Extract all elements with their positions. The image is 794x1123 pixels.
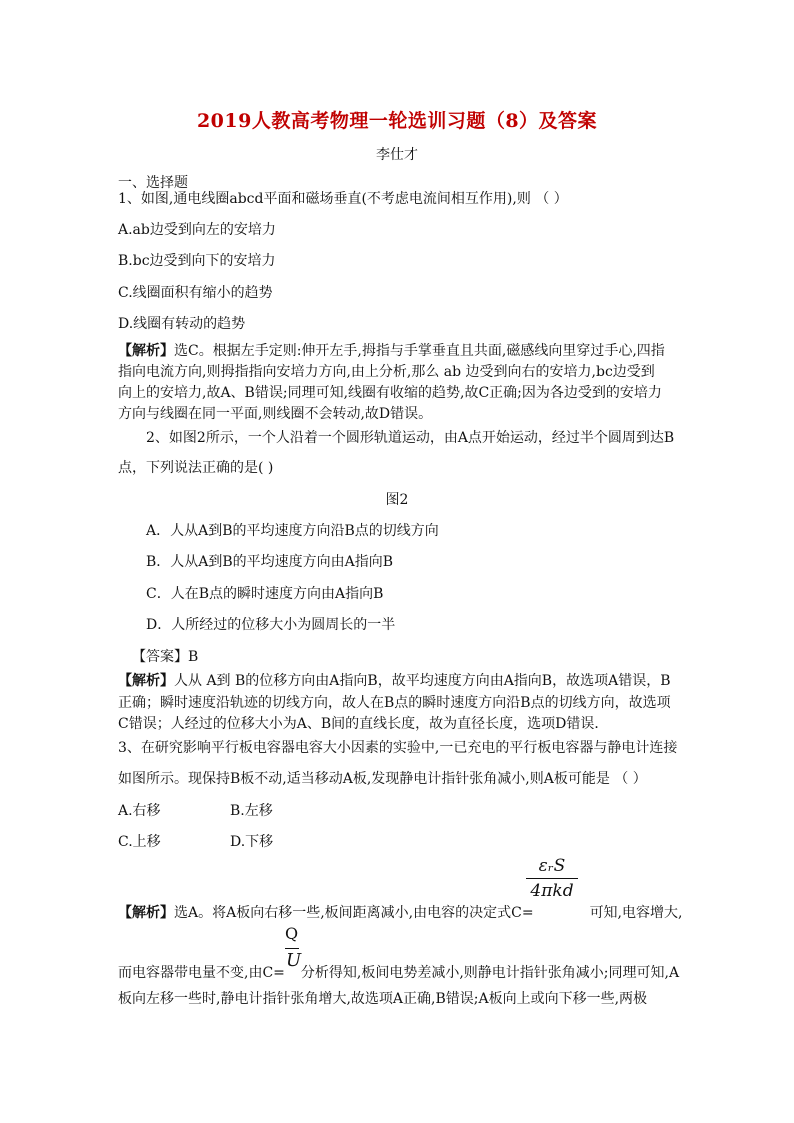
section-heading: 一、选择题 xyxy=(118,175,188,191)
q1-analysis-line-1 xyxy=(118,340,665,360)
analysis-label: 【解析】 xyxy=(118,343,174,359)
analysis-label: 【解析】 xyxy=(118,673,174,689)
q3-analysis-line-1 xyxy=(118,902,682,922)
analysis-text: 人从 A到 B的位移方向由A指向B，故平均速度方向由A指向B，故选项A错误，B xyxy=(174,673,671,689)
q2-option-c: C．人在B点的瞬时速度方向由A指向B xyxy=(146,586,384,602)
q2-stem-line-1: 2、如图2所示，一个人沿着一个圆形轨道运动，由A点开始运动，经过半个圆周到达B xyxy=(146,430,675,446)
formula-numerator: εᵣS xyxy=(538,856,566,876)
q2-stem-line-2: 点，下列说法正确的是( ) xyxy=(118,460,274,476)
q2-analysis-line-3: C错误；人经过的位移大小为A、B间的直线长度，故为直径长度，选项D错误． xyxy=(118,716,609,732)
author-name: 李仕才 xyxy=(376,147,418,163)
formula-u: U xyxy=(286,950,302,971)
q3-analysis-line-2 xyxy=(118,962,679,982)
analysis-text: 选C。根据左手定则:伸开左手,拇指与手掌垂直且共面,磁感线向里穿过手心,四指 xyxy=(174,343,665,359)
figure-caption: 图2 xyxy=(385,492,409,508)
q2-analysis-line-2: 正确；瞬时速度沿轨迹的切线方向，故人在B点的瞬时速度方向沿B点的切线方向，故选项 xyxy=(118,695,671,711)
q2-option-a: A．人从A到B的平均速度方向沿B点的切线方向 xyxy=(146,523,439,539)
q2-answer: 【答案】B xyxy=(132,649,199,665)
formula-q: Q xyxy=(285,924,299,943)
q1-analysis-line-3: 向上的安培力,故A、B错误;同理可知,线圈有收缩的趋势,故C正确;因为各边受到的安培力 xyxy=(118,385,662,401)
fraction-bar xyxy=(285,948,299,949)
q3-stem-line-2: 如图所示。现保持B板不动,适当移动A板,发现静电计指针张角减小,则A板可能是 （ ） xyxy=(118,771,647,787)
q1-analysis-line-4: 方向与线圈在同一平面,则线圈不会转动,故D错误。 xyxy=(118,406,433,422)
q2-option-d: D．人所经过的位移大小为圆周长的一半 xyxy=(146,617,396,633)
q3-analysis-line-3: 板向左移一些时,静电计指针张角增大,故选项A正确,B错误;A板向上或向下移一些,两极 xyxy=(118,991,648,1007)
q2-option-b: B．人从A到B的平均速度方向由A指向B xyxy=(146,554,394,570)
document-title: 2019人教高考物理一轮选训习题（8）及答案 xyxy=(196,110,598,132)
q1-analysis-line-2: 指向电流方向,则拇指指向安培力方向,由上分析,那么 ab 边受到向右的安培力,bc边受到 xyxy=(118,364,655,380)
q3-stem-line-1: 3、在研究影响平行板电容器电容大小因素的实验中,一已充电的平行板电容器与静电计连接 xyxy=(118,740,678,756)
q1-option-c: C.线圈面积有缩小的趋势 xyxy=(118,285,273,301)
formula-denominator: 4πkd xyxy=(530,881,574,901)
analysis-text: 选A。将A板向右移一些,板间距离减小,由电容的决定式C= xyxy=(174,905,534,921)
fraction-bar xyxy=(526,878,578,879)
analysis-text: 可知,电容增大, xyxy=(589,905,683,921)
q1-stem: 1、如图,通电线圈abcd平面和磁场垂直(不考虑电流间相互作用),则 （ ） xyxy=(118,191,568,207)
q3-option-d: D.下移 xyxy=(230,834,274,850)
analysis-label: 【解析】 xyxy=(118,905,174,921)
analysis-text: 而电容器带电量不变,由C= xyxy=(118,965,285,981)
q2-analysis-line-1 xyxy=(118,670,671,690)
q1-option-d: D.线圈有转动的趋势 xyxy=(118,316,246,332)
analysis-text: 分析得知,板间电势差减小,则静电计指针张角减小;同理可知,A xyxy=(300,965,680,981)
q3-option-c: C.上移 xyxy=(118,834,161,850)
q3-option-a: A.右移 xyxy=(118,803,161,819)
capacitance-formula xyxy=(526,856,578,901)
q1-option-b: B.bc边受到向下的安培力 xyxy=(118,253,276,269)
q3-option-b: B.左移 xyxy=(230,803,273,819)
q1-option-a: A.ab边受到向左的安培力 xyxy=(118,222,276,238)
